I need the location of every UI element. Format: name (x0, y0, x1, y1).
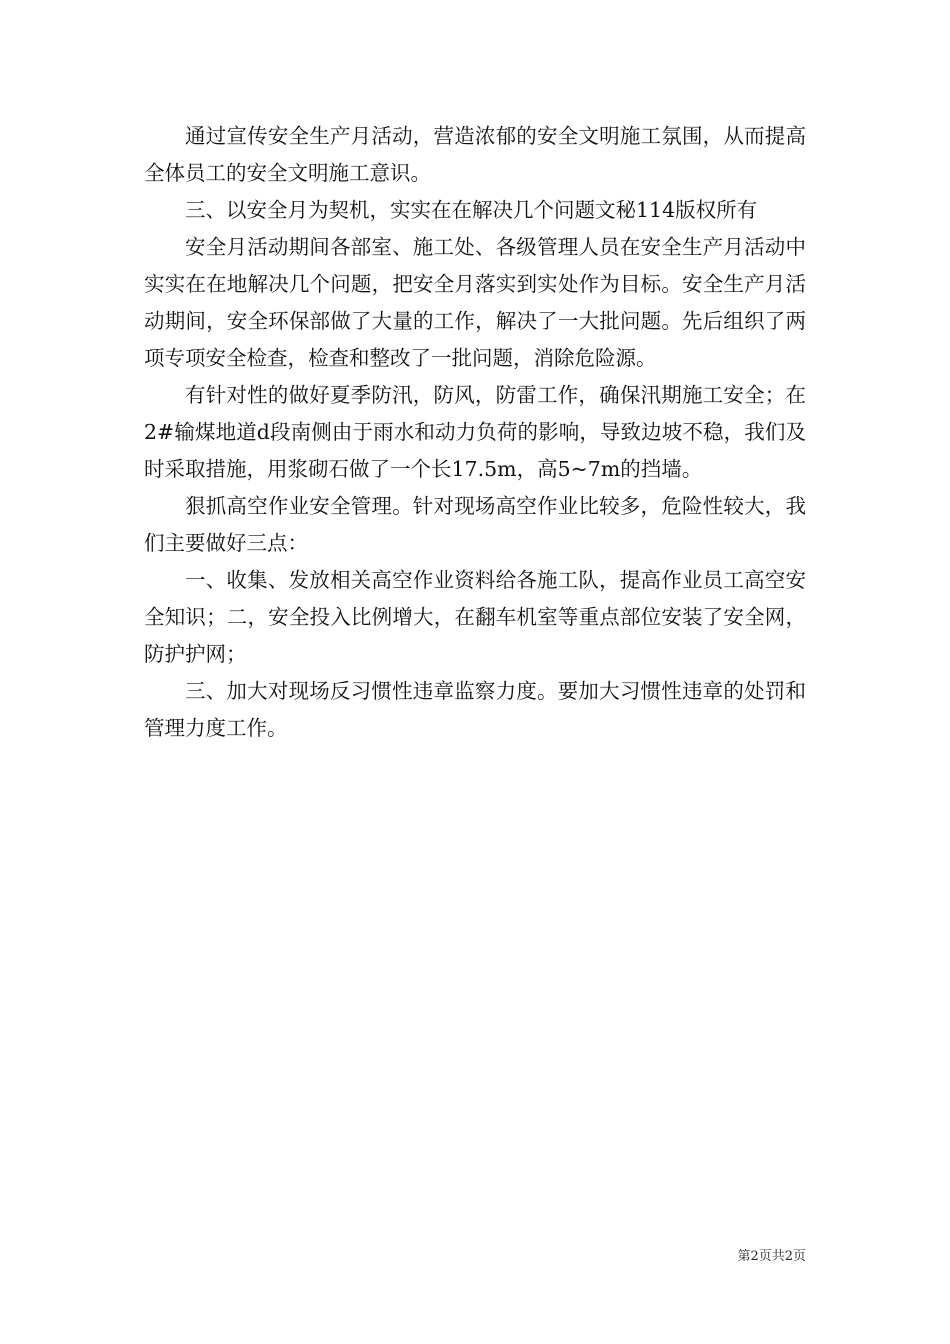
paragraph-publicity: 通过宣传安全生产月活动，营造浓郁的安全文明施工氛围，从而提高全体员工的安全文明施工意识。 (144, 124, 806, 185)
section-heading-three: 三、以安全月为契机，实实在在解决几个问题文秘114版权所有 (185, 198, 758, 222)
document-body (144, 118, 806, 747)
paragraph-high-altitude-work: 狠抓高空作业安全管理。针对现场高空作业比较多，危险性较大，我们主要做好三点： (144, 494, 806, 555)
paragraph-point-three: 三、加大对现场反习惯性违章监察力度。要加大习惯性违章的处罚和管理力度工作。 (144, 679, 806, 740)
paragraph-point-one-two: 一、收集、发放相关高空作业资料给各施工队，提高作业员工高空安全知识；二，安全投入比例增大，在翻车机室等重点部位安装了安全网，防护护网； (144, 568, 806, 666)
page-number-footer: 第2页共2页 (737, 1249, 806, 1264)
paragraph-safety-month-activities: 安全月活动期间各部室、施工处、各级管理人员在安全生产月活动中实实在在地解决几个问题，把安全月落实到实处作为目标。安全生产月活动期间，安全环保部做了大量的工作，解决了一大批问题。先后组织了两项专项安全检查，检查和整改了一批问题，消除危险源。 (144, 235, 806, 370)
paragraph-flood-prevention: 有针对性的做好夏季防汛，防风，防雷工作，确保汛期施工安全；在2#输煤地道d段南侧由于雨水和动力负荷的影响，导致边坡不稳，我们及时采取措施，用浆砌石做了一个长17.5m，高5~7m的挡墙。 (144, 383, 806, 481)
